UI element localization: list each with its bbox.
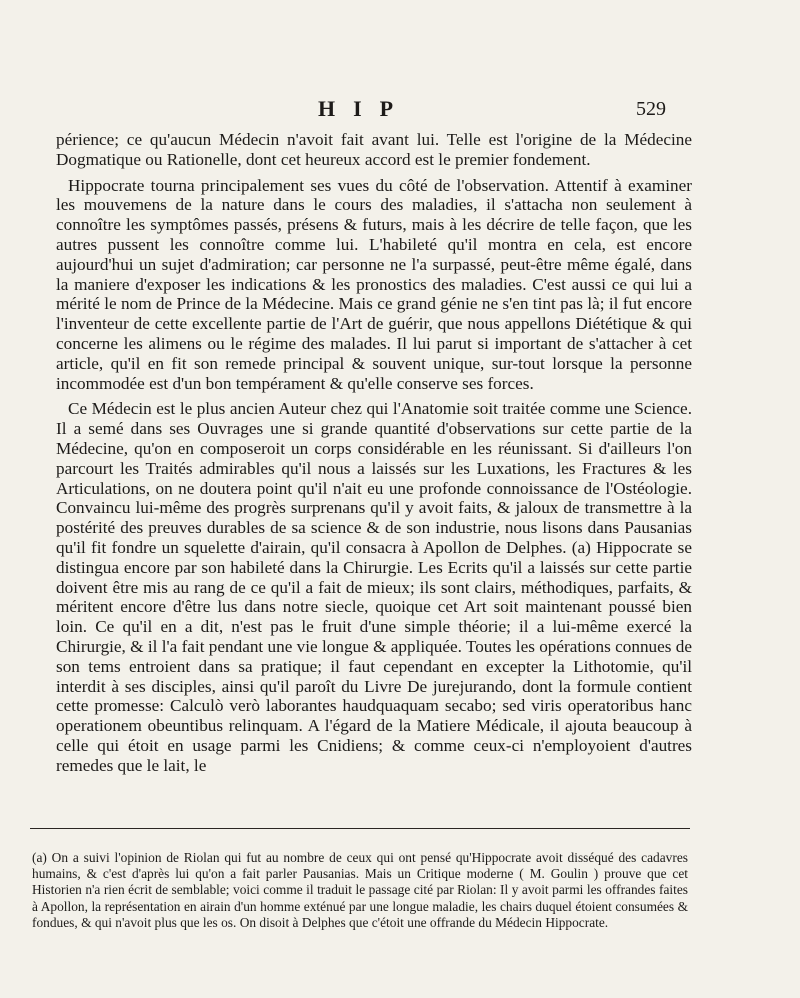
paragraph-3: Ce Médecin est le plus ancien Auteur chez qui l'Anatomie soit traitée comme une Science. Il a semé dans ses Ouvrages une si grande quantité d'observations sur cette partie de la Médecine, qu'on en composeroit un corps considérable en les réunissant. Si d'ailleurs l'on parcourt les Traités admirables qu'il nous a laissés sur les Luxations, les Fractures & les Articulations, on ne doutera point qu'il n'ait eu une profonde connoissance de l'Ostéologie. Convaincu lui-même des progrès surprenans qu'il y avoit faits, & jaloux de transmettre à la postérité des preuves durables de sa science & de son industrie, nous lisons dans Pausanias qu'il fit fondre un squelette d'airain, qu'il consacra à Apollon de Delphes. (a) Hippocrate se distingua encore par son habileté dans la Chirurgie. Les Ecrits qu'il a laissés sur cette partie doivent être mis au rang de ce qu'il a fait de mieux; ils sont clairs, méthodiques, parfaits, & méritent encore d'être lus dans notre siecle, quoique cet Art soit maintenant poussé bien loin. Ce qu'il en a dit, n'est pas le fruit d'une simple théorie; il a lui-même exercé la Chirurgie, & il l'a fait pendant une vie longue & appliquée. Toutes les opérations connues de son tems entroient dans sa pratique; il faut cependant en excepter la Lithotomie, qu'il interdit à ses disciples, ainsi qu'il paroît du Livre De jurejurando, dont la formule contient cette promesse: Calculò verò laborantes haudquaquam secabo; sed viris operatoribus hanc operationem obeuntibus relinquam. A l'égard de la Matiere Médicale, il ajouta beaucoup à celle qui étoit en usage parmi les Cnidiens; & comme ceux-ci n'employoient d'autres remedes que le lait, le [56, 399, 692, 775]
body-text [56, 130, 692, 782]
page-number: 529 [636, 98, 666, 120]
footnote: (a) On a suivi l'opinion de Riolan qui fut au nombre de ceux qui ont pensé qu'Hippocrate avoit disséqué des cadavres humains, & c'est d'après lui qu'on a fait parler Pausanias. Mais un Critique moderne ( M. Goulin ) prouve que cet Historien n'a rien écrit de semblable; voici comme il traduit le passage cité par Riolan: Il y avoit parmi les offrandes faites à Apollon, la représentation en airain d'un homme exténué par une longue maladie, les chairs duquel étoient consumées & fondues, & qui n'avoit plus que les os. On disoit à Delphes que c'étoit une offrande du Médecin Hippocrate. [32, 850, 688, 930]
footnote-divider [30, 828, 690, 829]
running-head: HIP [318, 96, 412, 121]
page-header [0, 92, 800, 122]
paragraph-1: périence; ce qu'aucun Médecin n'avoit fait avant lui. Telle est l'origine de la Médecine Dogmatique ou Rationelle, dont cet heureux accord est le premier fondement. [56, 130, 692, 169]
paragraph-2: Hippocrate tourna principalement ses vues du côté de l'observation. Attentif à examiner les mouvemens de la nature dans le cours des maladies, il s'attacha non seulement à connoître les symptômes passés, présens & futurs, mais à les décrire de telle façon, que les autres pussent les connoître comme lui. L'habileté qu'il montra en cela, est encore aujourd'hui un sujet d'admiration; car personne ne l'a surpassé, peut-être même égalé, dans la maniere d'exposer les indications & les pronostics des maladies. C'est aussi ce qui lui a mérité le nom de Prince de la Médecine. Mais ce grand génie ne s'en tint pas là; il fut encore l'inventeur de cette excellente partie de l'Art de guérir, que nous appellons Diététique & qui concerne les alimens ou le régime des malades. Il lui parut si important de s'attacher à cet article, qu'il en fit son remede principal & souvent unique, sur-tout lorsque la personne incommodée est d'un bon tempérament & qu'elle conserve ses forces. [56, 175, 692, 393]
